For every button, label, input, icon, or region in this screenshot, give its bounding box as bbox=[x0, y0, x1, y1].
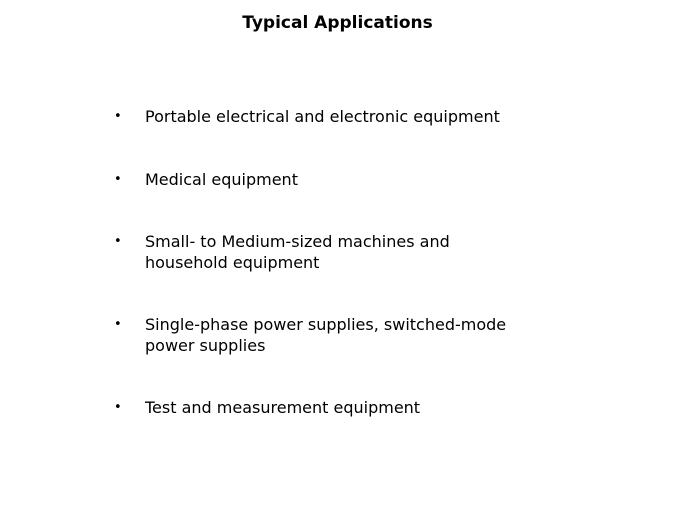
bullet-line: Portable electrical and electronic equipment bbox=[145, 107, 500, 126]
bullet-icon: • bbox=[114, 317, 122, 332]
bullet-icon: • bbox=[114, 109, 122, 124]
bullet-text bbox=[145, 231, 575, 273]
bullet-text bbox=[145, 106, 575, 127]
bullet-line: Small- to Medium-sized machines and bbox=[145, 232, 450, 251]
bullet-text bbox=[145, 397, 575, 418]
bullet-text bbox=[145, 169, 575, 190]
bullet-line: household equipment bbox=[145, 253, 320, 272]
slide-title: Typical Applications bbox=[242, 13, 433, 33]
bullet-line: Test and measurement equipment bbox=[145, 398, 421, 417]
bullet-line: power supplies bbox=[145, 336, 266, 355]
bullet-icon: • bbox=[114, 400, 122, 415]
bullet-icon: • bbox=[114, 172, 122, 187]
bullet-line: Single-phase power supplies, switched-mode bbox=[145, 315, 507, 334]
bullet-line: Medical equipment bbox=[145, 170, 298, 189]
bullet-text bbox=[145, 314, 575, 356]
bullet-icon: • bbox=[114, 234, 122, 249]
